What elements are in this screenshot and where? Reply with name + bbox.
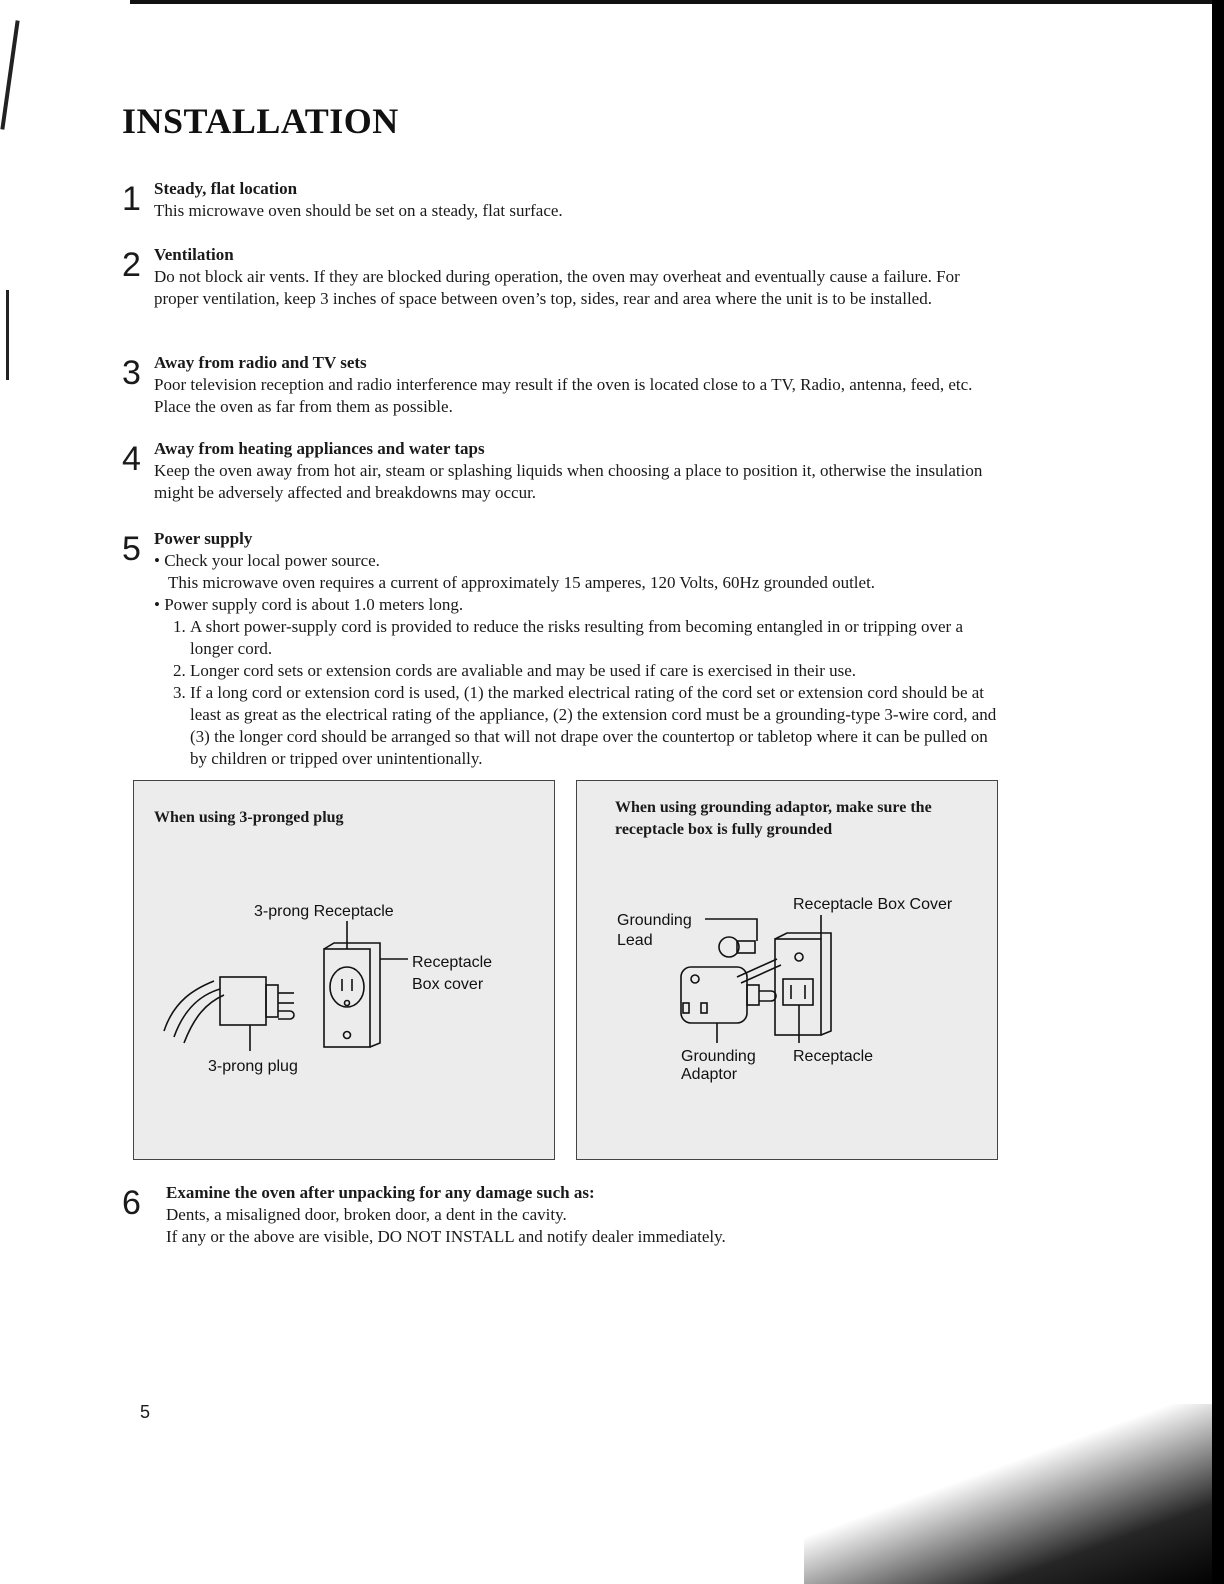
grounding-lead-label: Grounding: [617, 912, 692, 929]
plug-shape: [164, 977, 294, 1051]
box-cover-label: Receptacle Box Cover: [793, 896, 953, 913]
list-item: 1. A short power-supply cord is provided to reduce the risks resulting from becoming entangled in or tripping over a longer cord.: [190, 616, 1002, 660]
list-item: 2. Longer cord sets or extension cords are avaliable and may be used if care is exercised in their use.: [190, 660, 1002, 682]
receptacle-label: Receptacle: [793, 1048, 874, 1065]
section-heading: Steady, flat location: [154, 179, 298, 198]
section-text: This microwave oven should be set on a steady, flat surface.: [154, 201, 563, 220]
section-text: Dents, a misaligned door, broken door, a dent in the cavity.: [166, 1205, 567, 1224]
receptacle-box-cover: [775, 915, 831, 1043]
page-title: INSTALLATION: [122, 101, 399, 141]
plug-label: 3-prong plug: [208, 1058, 298, 1075]
receptacle-box: [324, 921, 408, 1047]
section-number: 6: [122, 1184, 141, 1222]
scan-edge-top: [130, 0, 1212, 4]
scan-left-mark: [6, 290, 9, 380]
section-heading: Examine the oven after unpacking for any damage such as:: [166, 1183, 595, 1202]
box-cover-label: Receptacle: [412, 954, 493, 971]
adaptor-label: Grounding: [681, 1048, 756, 1065]
adaptor-shape: [681, 919, 781, 1043]
receptacle-label: 3-prong Receptacle: [254, 903, 394, 920]
diagram-grounding-adaptor: [576, 780, 998, 1160]
diagram-title: When using 3-pronged plug: [154, 809, 344, 826]
bullet-item: • Power supply cord is about 1.0 meters long.: [154, 595, 464, 614]
bullet-item: • Check your local power source.: [154, 551, 380, 570]
box-cover-label: Box cover: [412, 976, 484, 993]
diagram-title: When using grounding adaptor, make sure the receptacle box is fully grounded: [615, 799, 932, 838]
adaptor-illustration: [577, 781, 997, 1159]
section-heading: Power supply: [154, 529, 253, 548]
section-number: 3: [122, 354, 141, 392]
section-power-supply: [122, 528, 1002, 770]
section-heating-appliances: [122, 438, 1002, 504]
scan-corner-shadow: [804, 1404, 1224, 1584]
section-text: Poor television reception and radio interference may result if the oven is located close to a TV, Radio, antenna, feed, etc. Place the oven as far from them as possible.: [154, 375, 973, 416]
page-number: 5: [140, 1402, 151, 1422]
section-heading: Away from radio and TV sets: [154, 353, 367, 372]
list-item: 3. If a long cord or extension cord is used, (1) the marked electrical rating of the cord set or extension cord should be at least as great as the electrical rating of the appliance, (2) the extension cord must be a grounding-type 3-wire cord, and (3) the longer cord should be arranged so that will not drape over the countertop or tabletop where it can be pulled on by children or tripped over unintentionally.: [190, 682, 1002, 770]
section-radio-tv: [122, 352, 1002, 418]
numbered-list: [154, 616, 1002, 770]
section-ventilation: [122, 244, 1002, 310]
section-number: 4: [122, 440, 141, 478]
adaptor-label: Adaptor: [681, 1066, 738, 1083]
section-text: Keep the oven away from hot air, steam or splashing liquids when choosing a place to position it, otherwise the insulation might be adversely affected and breakdowns may occur.: [154, 461, 983, 502]
bullet-detail: This microwave oven requires a current of approximately 15 amperes, 120 Volts, 60Hz grounded outlet.: [168, 573, 876, 592]
diagram-3-prong-plug: [133, 780, 555, 1160]
plug-illustration: [134, 781, 554, 1159]
section-number: 1: [122, 180, 141, 218]
scan-left-mark: [0, 20, 19, 129]
section-number: 2: [122, 246, 141, 284]
section-steady-location: [122, 178, 1002, 222]
section-heading: Ventilation: [154, 245, 234, 264]
section-heading: Away from heating appliances and water taps: [154, 439, 485, 458]
section-examine-oven: [122, 1182, 982, 1248]
section-text: If any or the above are visible, DO NOT INSTALL and notify dealer immediately.: [166, 1227, 726, 1246]
section-number: 5: [122, 530, 141, 568]
grounding-lead-label: Lead: [617, 932, 653, 949]
section-text: Do not block air vents. If they are blocked during operation, the oven may overheat and eventually cause a failure. For proper ventilation, keep 3 inches of space between oven’s top, sides, rear and area where the unit is to be installed.: [154, 267, 960, 308]
scan-edge-right: [1212, 0, 1224, 1584]
